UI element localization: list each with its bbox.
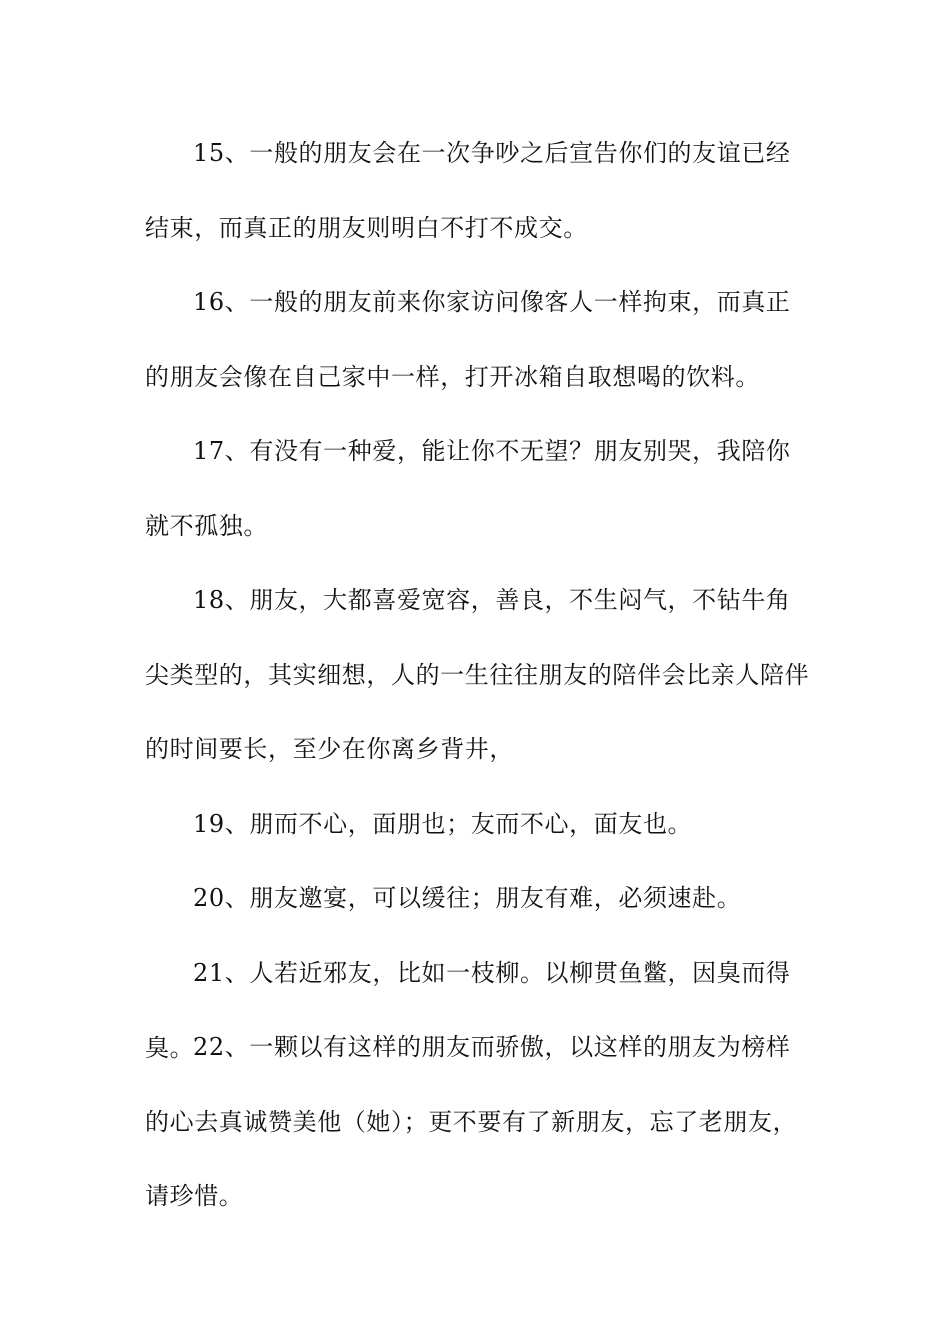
paragraph-16: 16、一般的朋友前来你家访问像客人一样拘束，而真正的朋友会像在自己家中一样，打开冰箱自取想喝的饮料。 bbox=[145, 288, 791, 391]
paragraph-15: 15、一般的朋友会在一次争吵之后宣告你们的友谊已经结束，而真正的朋友则明白不打不成交。 bbox=[145, 139, 791, 242]
paragraph-22: 22、一颗以有这样的朋友而骄傲，以这样的朋友为榜样的心去真诚赞美他（她）；更不要有了新朋友，忘了老朋友，请珍惜。 bbox=[145, 1033, 798, 1211]
paragraph-20: 20、朋友邀宴，可以缓往；朋友有难，必须速赴。 bbox=[193, 884, 742, 912]
paragraph-21: 21、人若近邪友，比如一枝柳。以柳贯鱼鳖，因臭而得臭。 bbox=[145, 959, 791, 1062]
paragraph-18: 18、朋友，大都喜爱宽容，善良，不生闷气，不钻牛角尖类型的，其实细想，人的一生往往朋友的陪伴会比亲人陪伴的时间要长，至少在你离乡背井， bbox=[145, 586, 810, 764]
paragraph-17: 17、有没有一种爱，能让你不无望？朋友别哭，我陪你就不孤独。 bbox=[145, 437, 791, 540]
paragraph-19: 19、朋而不心，面朋也；友而不心，面友也。 bbox=[193, 810, 693, 838]
